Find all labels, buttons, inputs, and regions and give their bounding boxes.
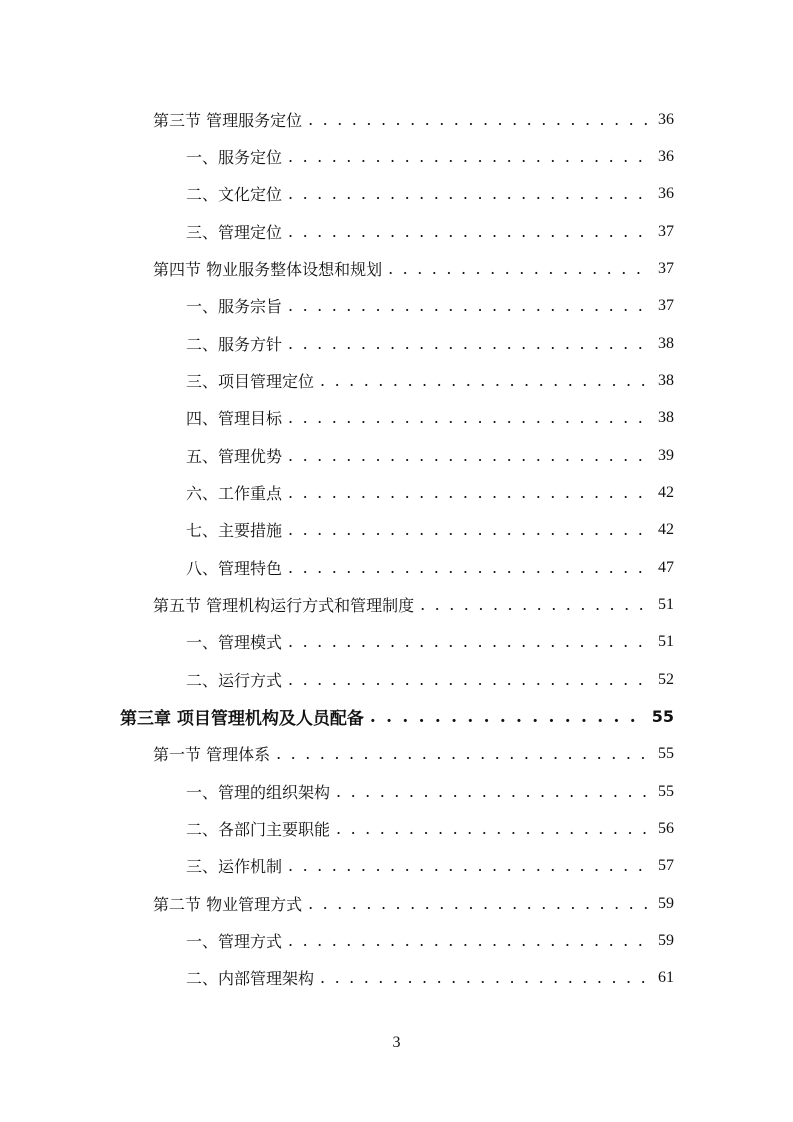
toc-entry[interactable] — [186, 847, 674, 884]
toc-dot-leader — [288, 334, 652, 353]
toc-dot-leader — [288, 296, 652, 315]
toc-entry-page: 55 — [658, 744, 674, 762]
toc-entry-page: 42 — [658, 483, 674, 501]
toc-entry-label: 八、管理特色 — [186, 559, 283, 578]
toc-entry[interactable] — [186, 287, 674, 324]
toc-entry[interactable] — [153, 735, 674, 772]
toc-entry-page: 38 — [658, 408, 674, 426]
toc-entry[interactable] — [186, 138, 674, 175]
toc-dot-leader — [288, 408, 652, 427]
toc-entry-label: 二、服务方针 — [186, 335, 283, 354]
toc-entry-page: 42 — [658, 520, 674, 538]
toc-entry-label: 第四节 物业服务整体设想和规划 — [153, 260, 383, 279]
toc-entry-page: 52 — [658, 670, 674, 688]
toc-entry-label: 二、各部门主要职能 — [186, 820, 331, 839]
toc-entry-page: 51 — [658, 632, 674, 650]
toc-entry-page: 55 — [658, 782, 674, 800]
toc-entry[interactable] — [186, 213, 674, 250]
toc-entry[interactable] — [186, 399, 674, 436]
toc-entry[interactable] — [186, 511, 674, 548]
toc-entry[interactable] — [153, 101, 674, 138]
toc-entry-label: 三、管理定位 — [186, 223, 283, 242]
toc-entry-label: 二、文化定位 — [186, 185, 283, 204]
toc-dot-leader — [288, 558, 652, 577]
toc-entry-label: 一、服务宗旨 — [186, 297, 283, 316]
toc-entry[interactable] — [186, 810, 674, 847]
toc-dot-leader — [288, 184, 652, 203]
toc-entry-label: 二、内部管理架构 — [186, 969, 315, 988]
toc-entry[interactable] — [153, 250, 674, 287]
toc-dot-leader — [276, 744, 652, 763]
toc-entry-label: 一、服务定位 — [186, 148, 283, 167]
toc-entry[interactable] — [153, 586, 674, 623]
toc-dot-leader — [288, 446, 652, 465]
toc-entry-label: 第五节 管理机构运行方式和管理制度 — [153, 596, 415, 615]
toc-entry-page: 36 — [658, 110, 674, 128]
toc-entry-page: 51 — [658, 595, 674, 613]
toc-entry[interactable] — [186, 773, 674, 810]
toc-chapter-entry[interactable] — [120, 698, 674, 735]
toc-dot-leader — [288, 931, 652, 950]
toc-entry-page: 59 — [658, 894, 674, 912]
toc-dot-leader — [336, 782, 652, 801]
toc-entry[interactable] — [186, 922, 674, 959]
toc-entry[interactable] — [186, 549, 674, 586]
toc-dot-leader — [288, 632, 652, 651]
toc-entry-label: 一、管理方式 — [186, 932, 283, 951]
toc-entry-page: 39 — [658, 446, 674, 464]
toc-entry-label: 六、工作重点 — [186, 484, 283, 503]
toc-entry-page: 37 — [658, 296, 674, 314]
toc-entry-page: 56 — [658, 819, 674, 837]
toc-entry[interactable] — [186, 437, 674, 474]
toc-entry-page: 36 — [658, 147, 674, 165]
toc-entry-page: 55 — [651, 707, 674, 726]
toc-entry-page: 61 — [658, 968, 674, 986]
toc-entry-label: 第三章 项目管理机构及人员配备 — [120, 709, 364, 729]
toc-dot-leader — [288, 670, 652, 689]
toc-dot-leader — [288, 222, 652, 241]
page-number: 3 — [392, 1034, 401, 1051]
toc-entry-page: 59 — [658, 931, 674, 949]
toc-dot-leader — [420, 595, 652, 614]
toc-entry-page: 37 — [658, 222, 674, 240]
toc-dot-leader — [308, 894, 652, 913]
toc-dot-leader — [288, 147, 652, 166]
toc-dot-leader — [388, 259, 652, 278]
toc-dot-leader — [288, 856, 652, 875]
toc-entry[interactable] — [186, 175, 674, 212]
toc-dot-leader — [308, 110, 652, 129]
toc-dot-leader — [288, 483, 652, 502]
toc-entry-label: 第一节 管理体系 — [153, 745, 271, 764]
toc-entry-label: 第二节 物业管理方式 — [153, 895, 303, 914]
toc-entry-label: 七、主要措施 — [186, 521, 283, 540]
toc-entry-page: 37 — [658, 259, 674, 277]
toc-entry[interactable] — [186, 474, 674, 511]
toc-entry-label: 一、管理模式 — [186, 633, 283, 652]
toc-entry-page: 57 — [658, 856, 674, 874]
toc-entry-page: 47 — [658, 558, 674, 576]
toc-entry-label: 三、运作机制 — [186, 857, 283, 876]
toc-dot-leader — [288, 520, 652, 539]
toc-dot-leader — [320, 371, 652, 390]
toc-entry[interactable] — [153, 885, 674, 922]
toc-entry[interactable] — [186, 325, 674, 362]
toc-entry-label: 二、运行方式 — [186, 671, 283, 690]
toc-entry[interactable] — [186, 959, 674, 996]
toc-dot-leader — [336, 819, 652, 838]
toc-entry[interactable] — [186, 362, 674, 399]
toc-entry[interactable] — [186, 661, 674, 698]
toc-entry-label: 第三节 管理服务定位 — [153, 111, 303, 130]
toc-entry-label: 三、项目管理定位 — [186, 372, 315, 391]
toc-entry-label: 一、管理的组织架构 — [186, 783, 331, 802]
toc-entry-label: 五、管理优势 — [186, 447, 283, 466]
toc-entry-label: 四、管理目标 — [186, 409, 283, 428]
toc-entry-page: 36 — [658, 184, 674, 202]
toc-entry-page: 38 — [658, 371, 674, 389]
toc-dot-leader — [320, 968, 652, 987]
toc-entry[interactable] — [186, 623, 674, 660]
toc-dot-leader — [370, 707, 646, 727]
toc-entry-page: 38 — [658, 334, 674, 352]
